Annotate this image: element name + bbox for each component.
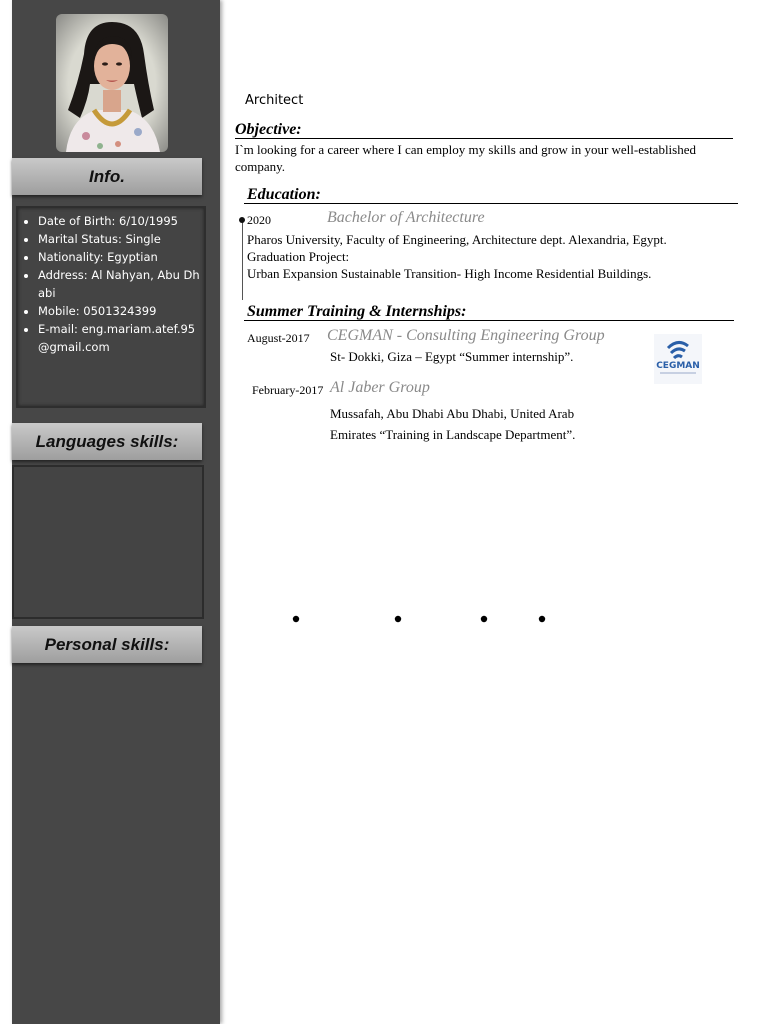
objective-title: Objective: (235, 121, 302, 138)
education-university: Pharos University, Faculty of Engineering, Architecture dept. Alexandria, Egypt. (247, 232, 667, 247)
objective-text: I`m looking for a career where I can employ my skills and grow in your well-established company. (235, 142, 696, 174)
decorative-divider (222, 610, 552, 628)
education-graduation-label: Graduation Project: (247, 249, 350, 264)
training-company-1: CEGMAN - Consulting Engineering Group (327, 327, 605, 344)
training-rule (244, 320, 734, 321)
info-title: Info. (89, 166, 125, 186)
education-degree: Bachelor of Architecture (327, 209, 485, 226)
training-date-1: August-2017 (247, 331, 310, 345)
education-year: 2020 (247, 213, 271, 227)
education-rule (244, 203, 738, 204)
training-date-2: February-2017 (252, 383, 324, 397)
training-detail-2: Mussafah, Abu Dhabi Abu Dhabi, United Arab Emirates “Training in Landscape Department”. (330, 406, 576, 442)
training-company-2: Al Jaber Group (330, 379, 430, 396)
objective-rule (235, 138, 733, 139)
cegman-logo-text: CEGMAN (656, 361, 700, 371)
job-title: Architect (245, 93, 304, 108)
education-title: Education: (247, 186, 321, 203)
training-detail-1: St- Dokki, Giza – Egypt “Summer internship”. (330, 349, 574, 364)
education-graduation-project: Urban Expansion Sustainable Transition- High Income Residential Buildings. (247, 266, 652, 281)
info-nationality: • Nationality: Egyptian (38, 248, 200, 266)
info-marital-status: • Marital Status: Single (38, 230, 200, 248)
info-dob: • Date of Birth: 6/10/1995 (38, 212, 200, 230)
education-timeline-line (242, 220, 243, 300)
languages-title: Languages skills: (35, 431, 179, 451)
cegman-logo (654, 334, 702, 384)
personal-skills-title: Personal skills: (44, 634, 170, 654)
info-address: • Address: Al Nahyan, Abu Dhabi (38, 266, 200, 302)
education-timeline-dot (239, 217, 245, 223)
info-mobile: • Mobile: 0501324399 (38, 302, 200, 320)
training-title: Summer Training & Internships: (247, 303, 467, 320)
info-email: • E-mail: eng.mariam.atef.95@gmail.com (38, 320, 200, 356)
